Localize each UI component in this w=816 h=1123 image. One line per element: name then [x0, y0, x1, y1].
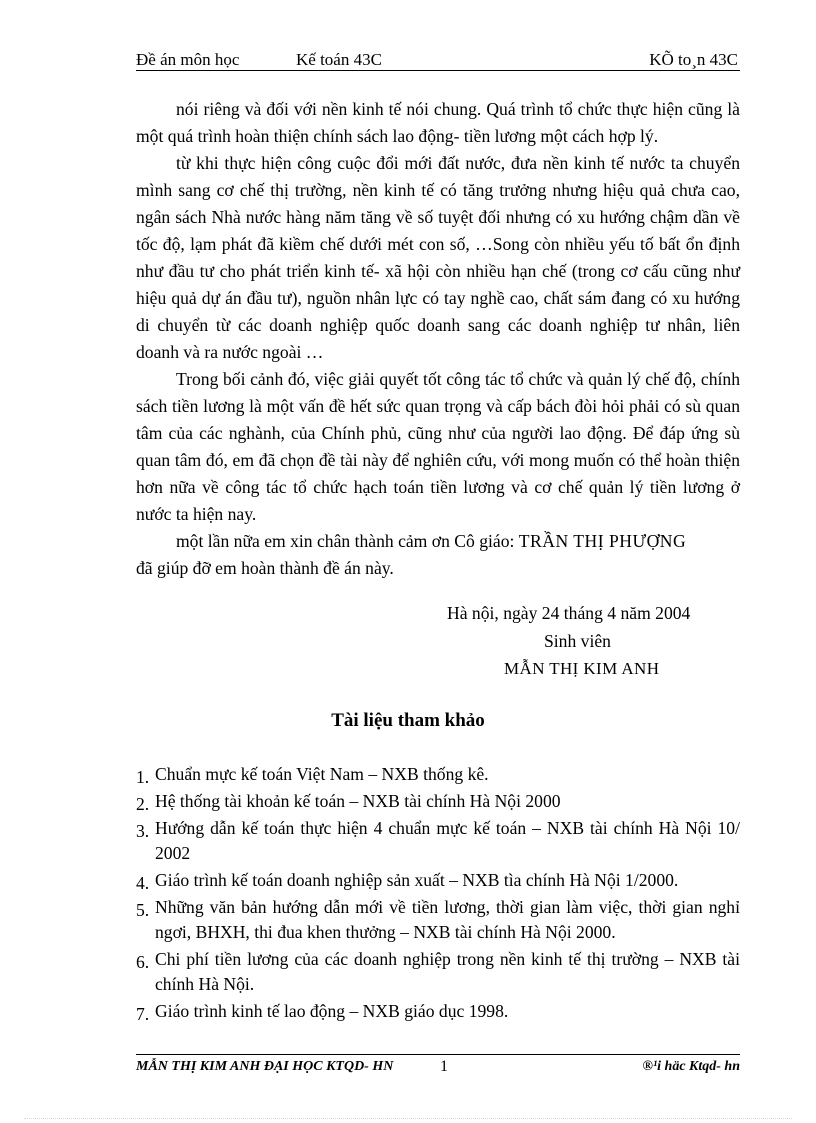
header-class-legacy: KÕ to¸n 43C: [649, 50, 738, 69]
footer-author: MẪN THỊ KIM ANH ĐẠI HỌC KTQD- HN: [136, 1059, 394, 1074]
page-number: 1: [440, 1058, 448, 1075]
list-item: [136, 762, 740, 787]
list-item: [136, 816, 740, 866]
item-text: Giáo trình kế toán doanh nghiệp sản xuất – NXB tìa chính Hà Nội 1/2000.: [155, 870, 679, 890]
item-text: Chuẩn mực kế toán Việt Nam – NXB thống kê.: [155, 764, 489, 784]
thanks-line: [136, 528, 740, 555]
page-header: [136, 50, 740, 71]
signature-name: MẪN THỊ KIM ANH: [504, 659, 660, 678]
paragraph: Trong bối cảnh đó, việc giải quyết tốt công tác tổ chức và quản lý chế độ, chính sách tiền lương là một vấn đề hết sức quan trọng và cấp bách đòi hỏi phải có sù quan tâm của các nghành, của Chính phủ, cũng như của người lao động. Để đáp ứng sù quan tâm đó, em đã chọn đề tài này để nghiên cứu, với mong muốn có thể hoàn thiện hơn nữa về công tác tổ chức hạch toán tiền lương và cơ chế quản lý tiền lương ở nước ta hiện nay.: [136, 369, 740, 524]
page-bottom-divider: [24, 1118, 792, 1119]
teacher-name: TRẦN THỊ PHƯỢNG: [518, 531, 687, 551]
signature-role: Sinh viên: [544, 631, 611, 651]
list-item: [136, 999, 740, 1024]
item-number: 4.: [136, 873, 150, 893]
list-item: [136, 947, 740, 997]
item-number: 2.: [136, 794, 150, 814]
item-number: 1.: [136, 767, 150, 787]
paragraph: từ khi thực hiện công cuộc đổi mới đất nước, đưa nền kinh tế nước ta chuyển mình sang cơ chế thị trường, nền kinh tế có tăng trưởng nhưng hiệu quả chưa cao, ngân sách Nhà nước hàng năm tăng về số tuyệt đối nhưng có xu hướng chậm dần về tốc độ, lạm phát đã kiềm chế dưới mét con số, …Song còn nhiều yếu tố bất ổn định như đầu tư cho phát triển kinh tế- xã hội còn nhiều hạn chế (trong cơ cấu cũng như hiệu quả dự án đầu tư), nguồn nhân lực có tay nghề cao, chất sám đang có xu hướng di chuyển từ các doanh nghiệp quốc doanh sang các doanh nghiệp tư nhân, liên doanh và ra nước ngoài …: [136, 153, 740, 362]
list-item: [136, 868, 740, 893]
signature-date: Hà nội, ngày 24 tháng 4 năm 2004: [447, 603, 691, 623]
footer-school-legacy: ®¹i häc Ktqd- hn: [642, 1059, 740, 1074]
item-number: 5.: [136, 900, 150, 920]
page-footer: [136, 1054, 740, 1075]
list-item: [136, 895, 740, 945]
item-text: Hệ thống tài khoản kế toán – NXB tài chính Hà Nội 2000: [155, 791, 561, 811]
header-class: Kế toán 43C: [296, 50, 382, 69]
item-text: Hướng dẫn kế toán thực hiện 4 chuẩn mực kế toán – NXB tài chính Hà Nội 10/ 2002: [155, 818, 740, 863]
header-course: Đề án môn học: [136, 50, 240, 69]
item-number: 3.: [136, 821, 150, 841]
body-text: [136, 96, 740, 582]
item-text: Chi phí tiền lương của các doanh nghiệp trong nền kinh tế thị trường – NXB tài chính Hà Nội.: [155, 949, 740, 994]
thanks-prefix: một lần nữa em xin chân thành cảm ơn Cô giáo:: [176, 531, 519, 551]
item-text: Giáo trình kinh tế lao động – NXB giáo dục 1998.: [155, 1001, 509, 1021]
thanks-line-2: đã giúp đỡ em hoàn thành đề án này.: [136, 558, 394, 578]
item-text: Những văn bản hướng dẫn mới về tiền lương, thời gian làm việc, thời gian nghỉ ngơi, BHXH, thi đua khen thưởng – NXB tài chính Hà Nội 2000.: [155, 897, 740, 942]
references-title: Tài liệu tham khảo: [331, 710, 485, 731]
paragraph: nói riêng và đối với nền kinh tế nói chung. Quá trình tổ chức thực hiện cũng là một quá trình hoàn thiện chính sách lao động- tiền lương một cách hợp lý.: [136, 99, 740, 146]
item-number: 7.: [136, 1004, 150, 1024]
references-list: [136, 762, 740, 1026]
list-item: [136, 789, 740, 814]
item-number: 6.: [136, 952, 150, 972]
